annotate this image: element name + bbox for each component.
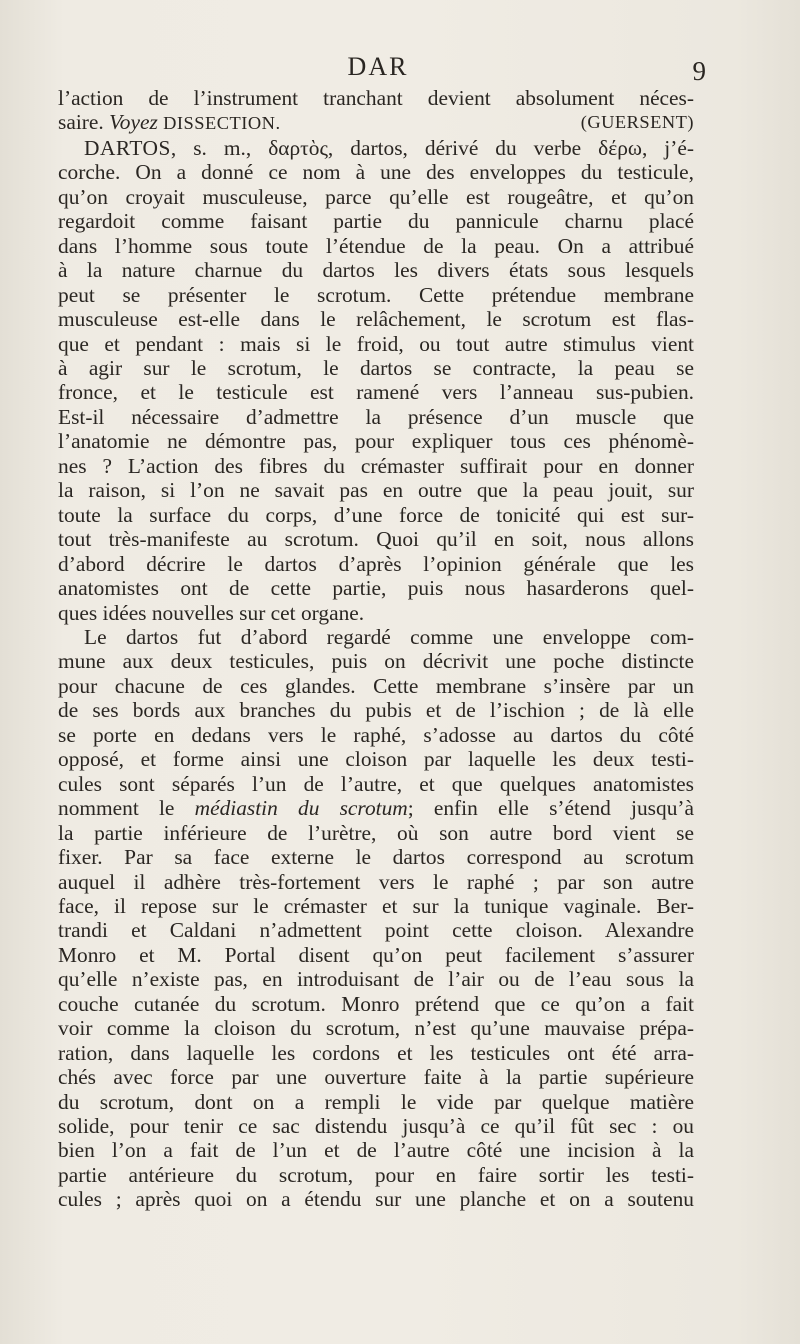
entry-headword: DARTOS	[84, 135, 171, 160]
text-line: fixer. Par sa face externe le dartos correspond au scrotum	[58, 845, 694, 870]
text-line: se porte en dedans vers le raphé, s’adosse au dartos du côté	[58, 722, 694, 747]
text-line: ques idées nouvelles sur cet organe.	[58, 600, 365, 625]
text-line: mune aux deux testicules, puis on décrivit une poche distincte	[58, 649, 694, 674]
cross-reference: DISSECTION.	[163, 113, 281, 134]
text-line: couche cutanée du scrotum. Monro prétend que ce qu’on a fait	[58, 991, 694, 1016]
text-fragment: , s. m., δαρτὸς, dartos, dérivé du verbe δέρω, j’é-	[170, 135, 694, 160]
text-line	[58, 796, 694, 820]
text-line: qu’elle n’existe pas, en introduisant de l’air ou de l’eau sous la	[58, 967, 694, 992]
text-line: dans l’homme sous toute l’étendue de la peau. On a attribué	[58, 233, 694, 258]
text-line: corche. On a donné ce nom à une des enveloppes du testicule,	[58, 160, 694, 185]
text-fragment: ; enfin elle s’étend jusqu’à	[407, 796, 695, 821]
text-line: musculeuse est-elle dans le relâchement, le scrotum est flas-	[58, 307, 694, 332]
text-line: opposé, et forme ainsi une cloison par laquelle les deux testi-	[58, 747, 694, 772]
text-line: trandi et Caldani n’admettent point cette cloison. Alexandre	[58, 918, 694, 943]
text-line: d’abord décrire le dartos d’après l’opinion générale que les	[58, 551, 694, 576]
text-line: cules sont séparés l’un de l’autre, et que quelques anatomistes	[58, 771, 694, 796]
voyez-italic: Voyez	[109, 110, 158, 135]
text-line: du scrotum, dont on a rempli le vide par quelque matière	[58, 1089, 694, 1114]
text-line: Le dartos fut d’abord regardé comme une enveloppe com-	[84, 624, 694, 649]
text-line: qu’on croyait musculeuse, parce qu’elle est rougeâtre, et qu’on	[58, 184, 694, 209]
text-line: regardoit comme faisant partie du pannicule charnu placé	[58, 209, 694, 234]
text-line: à la nature charnue du dartos les divers états sous lesquels	[58, 258, 694, 283]
body-text	[58, 86, 694, 1212]
text-line: nes ? L’action des fibres du crémaster suffirait pour en donner	[58, 453, 694, 478]
text-line: bien l’on a fait de l’un et de l’autre côté une incision à la	[58, 1138, 694, 1163]
text-line: cules ; après quoi on a étendu sur une planche et on a soutenu	[58, 1187, 694, 1212]
author-signature: (GUERSENT)	[580, 112, 694, 133]
text-line: Est-il nécessaire d’admettre la présence d’un muscle que	[58, 404, 694, 429]
italic-term: médiastin du scrotum	[194, 796, 408, 821]
text-line: ration, dans laquelle les cordons et les testicules ont été arra-	[58, 1040, 694, 1065]
text-line: peut se présenter le scrotum. Cette prétendue membrane	[58, 282, 694, 307]
text-line	[58, 110, 694, 135]
text-fragment: nomment le	[58, 796, 175, 821]
text-line: à agir sur le scrotum, le dartos se contracte, la peau se	[58, 355, 694, 380]
text-line: auquel il adhère très-fortement vers le raphé ; par son autre	[58, 869, 694, 894]
text-line: que et pendant : mais si le froid, ou tout autre stimulus vient	[58, 331, 694, 356]
text-line: l’anatomie ne démontre pas, pour expliquer tous ces phénomè-	[58, 429, 694, 454]
page-number: 9	[692, 56, 706, 86]
text-line: de ses bords aux branches du pubis et de l’ischion ; de là elle	[58, 698, 694, 723]
text-line: face, il repose sur le crémaster et sur la tunique vaginale. Ber-	[58, 893, 694, 918]
text-line: chés avec force par une ouverture faite à la partie supérieure	[58, 1065, 694, 1090]
text-line: anatomistes ont de cette partie, puis nous hasarderons quel-	[58, 576, 694, 601]
text-line: tout très-manifeste au scrotum. Quoi qu’il en soit, nous allons	[58, 527, 694, 552]
text-line: la raison, si l’on ne savait pas en outre que la peau jouit, sur	[58, 478, 694, 503]
text-fragment: saire.	[58, 110, 104, 135]
see-also-reference	[58, 110, 281, 135]
text-line: voir comme la cloison du scrotum, n’est qu’une mauvaise prépa-	[58, 1016, 694, 1041]
running-head: DAR	[347, 52, 409, 81]
text-line: pour chacune de ces glandes. Cette membrane s’insère par un	[58, 673, 694, 698]
text-line: solide, pour tenir ce sac distendu jusqu’à ce qu’il fût sec : ou	[58, 1114, 694, 1139]
text-line: toute la surface du corps, d’une force de tonicité qui est sur-	[58, 502, 694, 527]
text-line: partie antérieure du scrotum, pour en faire sortir les testi-	[58, 1162, 694, 1187]
text-line: fronce, et le testicule est ramené vers l’anneau sus-pubien.	[58, 380, 694, 405]
text-line	[58, 136, 694, 160]
page-header	[58, 50, 706, 86]
text-line: l’action de l’instrument tranchant devient absolument néces-	[58, 86, 694, 110]
text-line: la partie inférieure de l’urètre, où son autre bord vient se	[58, 820, 694, 845]
text-line: Monro et M. Portal disent qu’on peut facilement s’assurer	[58, 942, 694, 967]
